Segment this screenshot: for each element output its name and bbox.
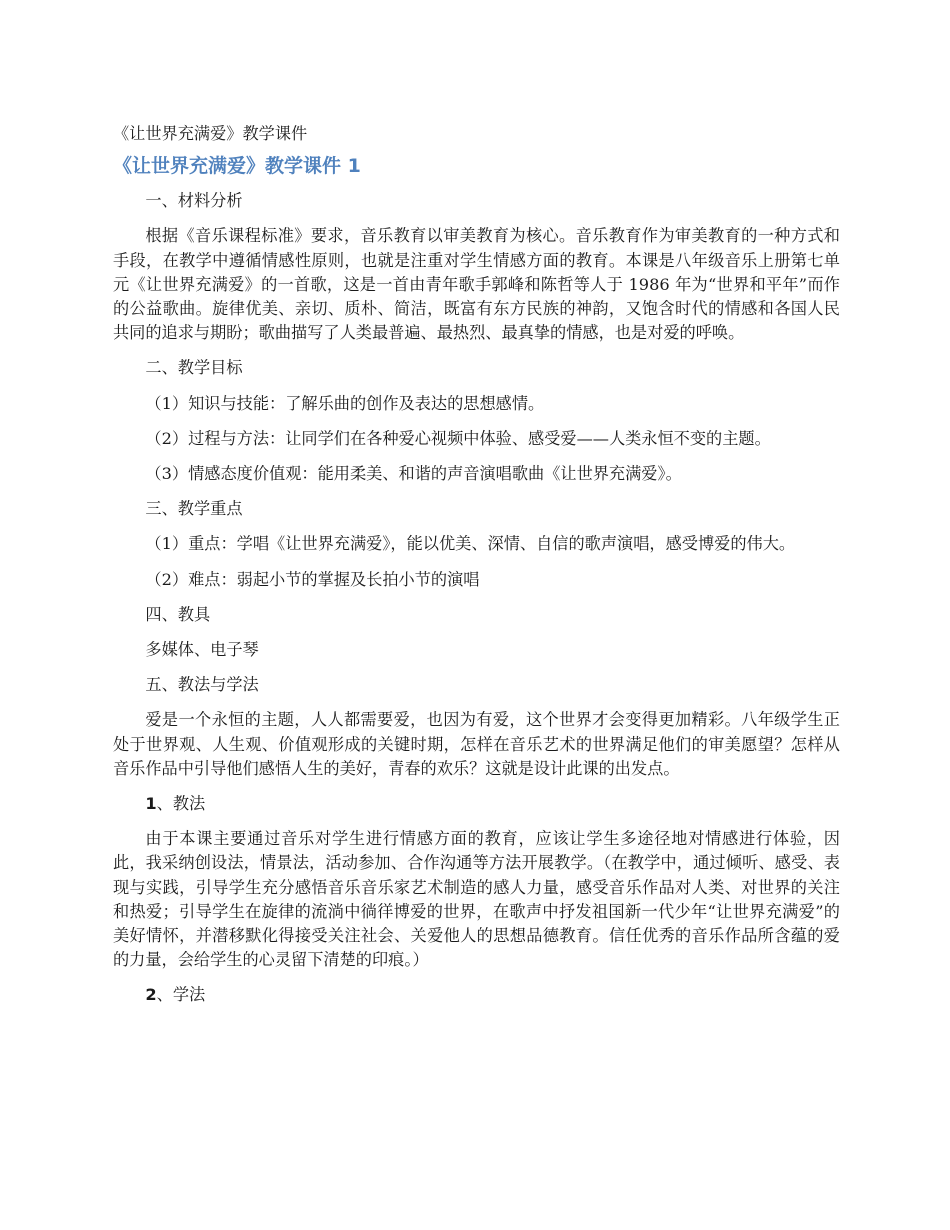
document-page — [113, 122, 840, 1019]
section-heading-materials: 一、材料分析 — [145, 191, 243, 211]
keypoint-item-2: （2）难点：弱起小节的掌握及长拍小节的演唱 — [145, 569, 480, 589]
keypoint-item-1: （1）重点：学唱《让世界充满爱》，能以优美、深情、自信的歌声演唱，感受博爱的伟大。 — [145, 534, 796, 554]
section-heading-goals: 二、教学目标 — [145, 358, 243, 378]
document-title: 《让世界充满爱》教学课件 — [113, 124, 308, 143]
section-heading-tools: 四、教具 — [145, 604, 211, 624]
heading-1: 《让世界充满爱》教学课件 1 — [113, 155, 361, 178]
subheading-number: 2 — [145, 985, 157, 1005]
subheading-learning-method — [113, 983, 840, 1007]
subheading-teaching-method — [113, 792, 840, 816]
goal-item-2: （2）过程与方法：让同学们在各种爱心视频中体验、感受爱——人类永恒不变的主题。 — [145, 428, 771, 448]
section-heading-methods: 五、教法与学法 — [145, 675, 259, 695]
subheading-label: 、学法 — [156, 985, 206, 1005]
paragraph-teaching-method: 由于本课主要通过音乐对学生进行情感方面的教育，应该让学生多途径地对情感进行体验，因此，我采纳创设法，情景法，活动参加、合作沟通等方法开展教学。（在教学中，通过倾听、感受、表现与实践，引导学生充分感悟音乐音乐家艺术制造的感人力量，感受音乐作品对人类、对世界的关注和热爱；引导学生在旋律的流淌中徜徉博爱的世界，在歌声中抒发祖国新一代少年“让世界充满爱”的美好情怀，并潜移默化得接受关注社会、关爱他人的思想品德教育。信任优秀的音乐作品所含蕴的爱的力量，会给学生的心灵留下清楚的印痕。） — [113, 829, 840, 970]
subheading-number: 1 — [145, 794, 157, 814]
tools-list: 多媒体、电子琴 — [145, 640, 259, 660]
section-heading-keypoints: 三、教学重点 — [145, 499, 243, 519]
paragraph-materials: 根据《音乐课程标准》要求，音乐教育以审美教育为核心。音乐教育作为审美教育的一种方式和手段，在教学中遵循情感性原则，也就是注重对学生情感方面的教育。本课是八年级音乐上册第七单元《让世界充满爱》的一首歌，这是一首由青年歌手郭峰和陈哲等人于 1986 年为“世界和平年”而作的公益歌曲。旋律优美、亲切、质朴、简洁，既富有东方民族的神韵，又饱含时代的情感和各国人民共同的追求与期盼；歌曲描写了人类最普遍、最热烈、最真挚的情感，也是对爱的呼唤。 — [113, 226, 840, 343]
subheading-label: 、教法 — [156, 794, 206, 814]
goal-item-1: （1）知识与技能：了解乐曲的创作及表达的思想感情。 — [145, 393, 545, 413]
goal-item-3: （3）情感态度价值观：能用柔美、和谐的声音演唱歌曲《让世界充满爱》。 — [145, 464, 682, 484]
paragraph-methods-intro: 爱是一个永恒的主题，人人都需要爱，也因为有爱，这个世界才会变得更加精彩。八年级学生正处于世界观、人生观、价值观形成的关键时期，怎样在音乐艺术的世界满足他们的审美愿望？怎样从音乐作品中引导他们感悟人生的美好，青春的欢乐？这就是设计此课的出发点。 — [113, 710, 840, 778]
